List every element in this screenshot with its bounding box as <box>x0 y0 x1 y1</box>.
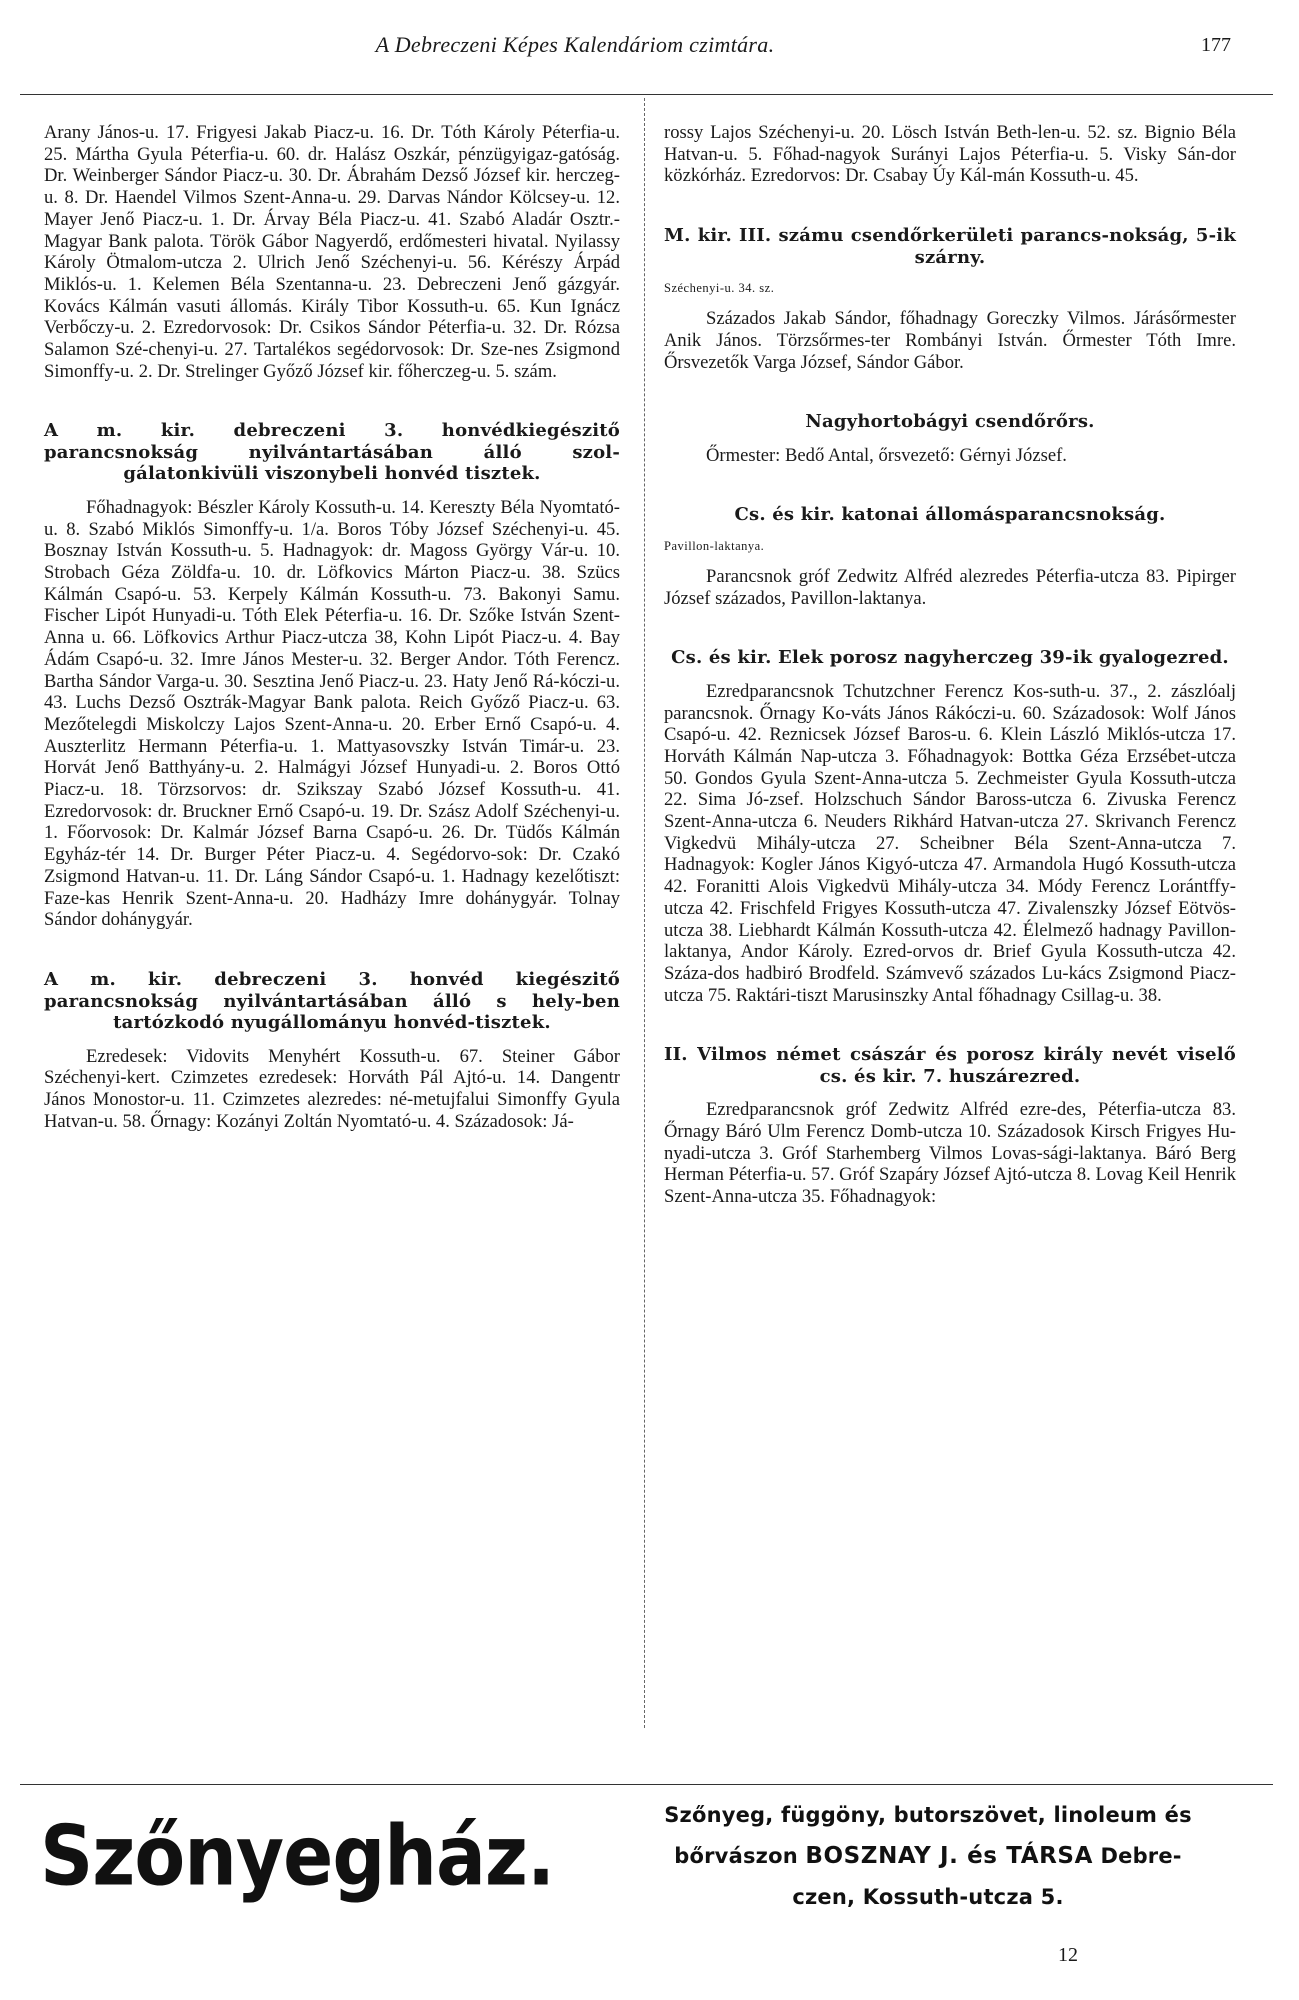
footer-rule <box>20 1784 1273 1785</box>
ad-line-2-pre: bőrvászon <box>674 1844 798 1868</box>
section-heading: A m. kir. debreczeni 3. honvéd kiegészitő parancsnokság nyilvántartásában álló s hely-ben tartózkodó nyugállományu honvéd-tisztek. <box>44 969 620 1033</box>
page-number: 177 <box>1201 34 1231 56</box>
section-body: Ezredparancsnok Tchutzchner Ferencz Kos-suth-u. 37., 2. zászlóalj parancsnok. Őrnagy Ko-váts János Rákóczi-u. 60. Századosok: Wolf János Csapó-u. 42. Reznicsek József Baros-u. 6. Klein László Miklós-utcza 17. Horváth Kálmán Nap-utcza 3. Főhadnagyok: Bottka Géza Erzsébet-utcza 50. Gondos Gyula Szent-Anna-utcza 5. Zechmeister Gyula Kossuth-utcza 22. Sima Jó-zsef. Holzschuch Sándor Baross-utcza 6. Zivuska Ferencz Szent-Anna-utcza 6. Neuders Rikhárd Hatvan-utcza 27. Skrivanch Ferencz Vigkedvü Mihály-utcza 27. Scheibner Béla Szent-Anna-utcza 7. Hadnagyok: Kogler János Kigyó-utcza 47. Armandola Hugó Kossuth-utcza 42. Foranitti Alois Vigkedvü Mihály-utcza 34. Módy Ferencz Lorántffy-utcza 42. Frischfeld Frigyes Kossuth-utcza 47. Zivalenszky József Eötvös-utcza 38. Liebhardt Kálmán Kossuth-utcza 42. Élelmező hadnagy Pavillon-laktanya, Andor Károly. Ezred-orvos dr. Brief Gyula Kossuth-utcza 42. Száza-dos hadbiró Brodfeld. Számvevő százados Lu-kács Zsigmond Piacz-utcza 75. Raktári-tiszt Marusinszky Antal főhadnagy Csillag-u. 38. <box>664 680 1236 1006</box>
section-body: Ezredparancsnok gróf Zedwitz Alfréd ezre-des, Péterfia-utcza 83. Őrnagy Báró Ulm Ferencz Domb-utcza 10. Századosok Kirsch Frigyes Hu-nyadi-utcza 3. Gróf Starhemberg Vilmos Lovas-sági-laktanya. Báró Berg Herman Péterfia-u. 57. Gróf Szapáry József Ajtó-utcza 8. Lovag Keil Henrik Szent-Anna-utcza 35. Főhadnagyok: <box>664 1099 1236 1208</box>
signature-number: 12 <box>1058 1944 1078 1966</box>
header-rule <box>20 94 1273 95</box>
advertisement-brand: Szőnyegház. <box>40 1808 555 1905</box>
section-heading: Nagyhortobágyi csendőrőrs. <box>805 411 1095 433</box>
right-intro-paragraph: rossy Lajos Széchenyi-u. 20. Lösch István Beth-len-u. 52. sz. Bignio Béla Hatvan-u. 5. Főhad-nagyok Surányi Lajos Péterfia-u. 5. Visky Sán-dor közkórház. Ezredorvos: Dr. Csabay Úy Kál-mán Kossuth-u. 45. <box>664 122 1236 187</box>
section-body: Parancsnok gróf Zedwitz Alfréd alezredes Péterfia-utcza 83. Pipirger József százados, Pavillon-laktanya. <box>664 565 1236 609</box>
section-subnote: Széchenyi-u. 34. sz. <box>664 281 775 296</box>
section-heading: II. Vilmos német császár és porosz király nevét viselő cs. és kir. 7. huszárezred. <box>664 1044 1236 1087</box>
section-body: Százados Jakab Sándor, főhadnagy Goreczky Vilmos. Járásőrmester Anik János. Törzsőrmes-ter Rombányi István. Őrmester Tóth Imre. Őrsvezetők Varga József, Sándor Gábor. <box>664 308 1236 373</box>
ad-line-3: czen, Kossuth-utcza 5. <box>792 1885 1064 1909</box>
section-body: Főhadnagyok: Bészler Károly Kossuth-u. 14. Kereszty Béla Nyomtató-u. 8. Szabó Miklós Simonffy-u. 1/a. Boros Tóby József Széchenyi-u. 45. Bosznay István Kossuth-u. 5. Hadnagyok: dr. Magoss György Vár-u. 10. Strobach Géza Zöldfa-u. 10. dr. Löfkovics Márton Piacz-u. 38. Szücs Kálmán Csapó-u. 53. Kerpely Kálmán Kossuth-u. 73. Bakonyi Samu. Fischer Lipót Hunyadi-u. Tóth Elek Péterfia-u. 16. Dr. Szőke István Szent-Anna u. 66. Löfkovics Arthur Piacz-utcza 38, Kohn Lipót Piacz-u. 4. Bay Ádám Csapó-u. 32. Imre János Mester-u. 32. Berger Andor. Tóth Ferencz. Bartha Sándor Varga-u. 30. Sesztina Jenő Piacz-u. 23. Haty Jenő Rá-kóczi-u. 43. Luchs Dezső Osztrák-Magyar Bank palota. Reich Győző Piacz-u. 63. Mezőtelegdi Miskolczy Lajos Szent-Anna-u. 20. Erber Ernő Csapó-u. 4. Auszterlitz Hermann Péterfia-u. 1. Mattyasovszky István Timár-u. 23. Horvát Jenő Batthyány-u. 2. Halmágyi József Hunyadi-u. 2. Boros Ottó Piacz-u. 18. Törzsorvos: dr. Szikszay Szabó József Kossuth-u. 41. Ezredorvosok: dr. Bruckner Ernő Csapó-u. 19. Dr. Szász Adolf Széchenyi-u. 1. Főorvosok: Dr. Kalmár József Barna Csapó-u. 26. Dr. Tüdős Kálmán Egyház-tér 14. Dr. Burger Péter Piacz-u. 4. Segédorvo-sok: Dr. Czakó Zsigmond Hatvan-u. 11. Dr. Láng Sándor Csapó-u. 1. Hadnagy kezelőtiszt: Faze-kas Henrik Szent-Anna-u. 20. Hadházy Imre dohánygyár. Tolnay Sándor dohánygyár. <box>44 496 620 931</box>
section-body: Őrmester: Bedő Antal, őrsvezető: Gérnyi József. <box>706 444 1067 466</box>
running-title: A Debreczeni Képes Kalendáriom czimtára. <box>375 32 775 57</box>
right-column <box>664 122 1236 1208</box>
section-heading: M. kir. III. számu csendőrkerületi parancs-nokság, 5-ik szárny. <box>664 225 1236 268</box>
ad-line-2-post: Debre- <box>1100 1844 1182 1868</box>
section-subnote: Pavillon-laktanya. <box>664 538 765 553</box>
column-divider <box>644 98 645 1728</box>
advertisement-copy <box>612 1795 1244 1918</box>
left-column <box>44 122 620 1132</box>
section-heading: Cs. és kir. katonai állomásparancsnokság. <box>734 504 1166 526</box>
section-heading: A m. kir. debreczeni 3. honvédkiegészitő parancsnokság nyilvántartásában álló szol-gálatonkivüli viszonybeli honvéd tisztek. <box>44 420 620 485</box>
ad-company-name: BOSZNAY J. és TÁRSA <box>805 1843 1093 1869</box>
left-intro-paragraph: Arany János-u. 17. Frigyesi Jakab Piacz-u. 16. Dr. Tóth Károly Péterfia-u. 25. Mártha Gyula Péterfia-u. 60. dr. Halász Oszkár, pénzügyigaz-gatóság. Dr. Weinberger Sándor Piacz-u. 30. Dr. Ábrahám Dezső József kir. herczeg-u. 8. Dr. Haendel Vilmos Szent-Anna-u. 29. Darvas Nándor Kölcsey-u. 12. Mayer Jenő Piacz-u. 1. Dr. Árvay Béla Piacz-u. 41. Szabó Aladár Osztr.-Magyar Bank palota. Török Gábor Nagyerdő, erdőmesteri hivatal. Nyilassy Károly Ötmalom-utcza 2. Ulrich Jenő Széchenyi-u. 56. Kérészy Árpád Miklós-u. 1. Kelemen Béla Szentanna-u. 23. Debreczeni Jenő gázgyár. Kovács Kálmán vasuti állomás. Király Tibor Kossuth-u. 65. Kun Ignácz Verbőczy-u. 2. Ezredorvosok: Dr. Csikos Sándor Péterfia-u. 32. Dr. Rózsa Salamon Szé-chenyi-u. 27. Tartalékos segédorvosok: Dr. Sze-nes Zsigmond Simonffy-u. 2. Dr. Strelinger Győző József kir. főherczeg-u. 5. szám. <box>44 122 620 382</box>
section-heading: Cs. és kir. Elek porosz nagyherczeg 39-ik gyalogezred. <box>671 647 1229 669</box>
running-head <box>0 30 1299 70</box>
ad-line-1: Szőnyeg, függöny, butorszövet, linoleum és <box>664 1803 1192 1827</box>
ad-line-2 <box>612 1836 1244 1877</box>
section-body: Ezredesek: Vidovits Menyhért Kossuth-u. 67. Steiner Gábor Széchenyi-kert. Czimzetes ezredesek: Horváth Pál Ajtó-u. 14. Dangentr János Monostor-u. 11. Czimzetes alezredes: né-metujfalui Simonffy Gyula Hatvan-u. 58. Őrnagy: Kozányi Zoltán Nyomtató-u. 4. Századosok: Já- <box>44 1045 620 1132</box>
